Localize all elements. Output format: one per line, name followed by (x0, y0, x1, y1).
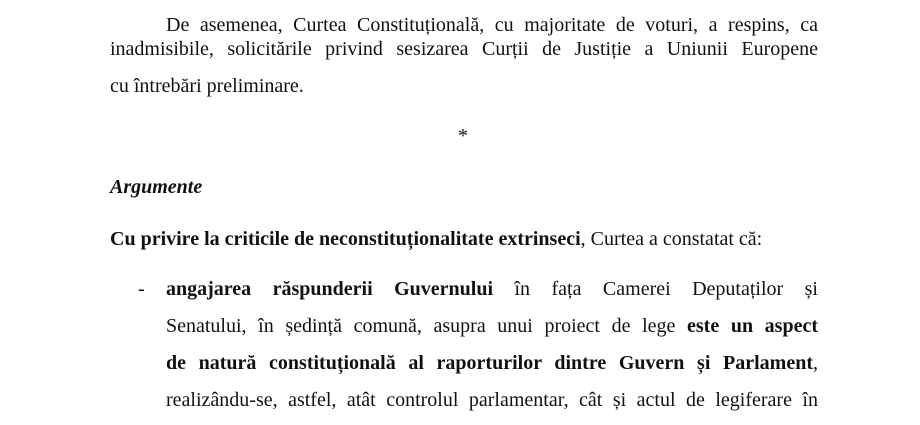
bullet-line-2-bold: este un aspect (687, 315, 818, 337)
bullet-line-4: realizându-se, astfel, atât controlul parlamentar, cât și actul de legiferare în (166, 389, 818, 411)
bullet-line-3-bold: de natură constituțională al raporturilor dintre Guvern și Parlament (166, 352, 813, 374)
bullet-line-1-rest: în fața Camerei Deputaților și (493, 278, 818, 300)
bullet-line-2 (166, 314, 818, 338)
paragraph-2-rest: , Curtea a constatat că: (580, 228, 763, 250)
section-separator: * (458, 125, 468, 147)
bullet-line-2-text: Senatului, în ședință comună, asupra unui proiect de lege (166, 315, 688, 337)
bullet-line-3 (166, 351, 818, 375)
paragraph-2-bold: Cu privire la criticile de neconstituționalitate extrinseci (110, 228, 581, 250)
paragraph-1-line-3: cu întrebări preliminare. (110, 75, 304, 97)
bullet-line-1 (166, 277, 818, 301)
paragraph-1-line-1: De asemenea, Curtea Constituțională, cu majoritate de voturi, a respins, ca (166, 14, 818, 36)
section-heading: Argumente (110, 176, 203, 198)
bullet-line-3-rest: , (813, 352, 818, 374)
bullet-line-1-bold: angajarea răspunderii Guvernului (166, 278, 494, 300)
paragraph-2 (110, 227, 762, 251)
bullet-marker: - (138, 278, 145, 300)
paragraph-1-line-2: inadmisibile, solicitările privind sesizarea Curții de Justiție a Uniunii Europene (110, 38, 818, 60)
